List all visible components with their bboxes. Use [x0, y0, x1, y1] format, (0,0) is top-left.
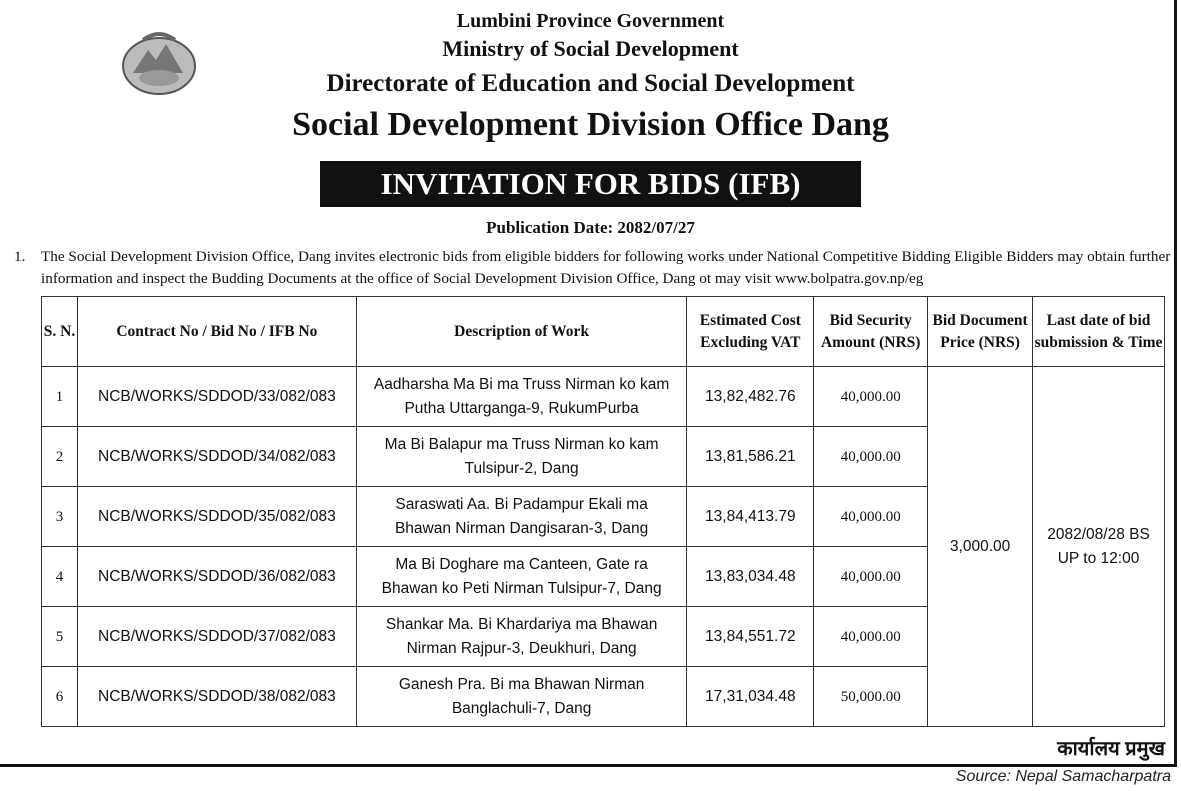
cell-sn: 3: [42, 487, 78, 547]
cell-sn: 4: [42, 547, 78, 607]
cell-cost: 13,81,586.21: [687, 427, 814, 487]
cell-last-date: [1033, 367, 1165, 727]
ifb-banner: INVITATION FOR BIDS (IFB): [320, 161, 861, 207]
cell-sn: 1: [42, 367, 78, 427]
header-ministry: Ministry of Social Development: [442, 36, 739, 61]
header-sn: S. N.: [42, 297, 78, 367]
cell-description: Aadharsha Ma Bi ma Truss Nirman ko kam Putha Uttarganga-9, RukumPurba: [356, 367, 687, 427]
header-description: Description of Work: [356, 297, 687, 367]
header-directorate: Directorate of Education and Social Development: [326, 70, 855, 97]
cell-sn: 6: [42, 667, 78, 727]
cell-description: Shankar Ma. Bi Khardariya ma Bhawan Nirman Rajpur-3, Deukhuri, Dang: [356, 607, 687, 667]
header-office: Social Development Division Office Dang: [292, 106, 889, 143]
cell-security: 40,000.00: [814, 547, 928, 607]
intro-paragraph: [14, 246, 1174, 290]
cell-contract: NCB/WORKS/SDDOD/34/082/083: [77, 427, 356, 487]
cell-cost: 17,31,034.48: [687, 667, 814, 727]
header-doc-price: Bid Document Price (NRS): [928, 297, 1033, 367]
cell-description: Ganesh Pra. Bi ma Bhawan Nirman Banglachuli-7, Dang: [356, 667, 687, 727]
header-security: Bid Security Amount (NRS): [814, 297, 928, 367]
header-last-date: Last date of bid submission & Time: [1033, 297, 1165, 367]
cell-doc-price: 3,000.00: [928, 367, 1033, 727]
cell-cost: 13,82,482.76: [687, 367, 814, 427]
cell-contract: NCB/WORKS/SDDOD/35/082/083: [77, 487, 356, 547]
cell-security: 40,000.00: [814, 487, 928, 547]
cell-contract: NCB/WORKS/SDDOD/33/082/083: [77, 367, 356, 427]
cell-sn: 5: [42, 607, 78, 667]
last-date: 2082/08/28 BS: [1047, 525, 1150, 543]
header-province: Lumbini Province Government: [456, 10, 725, 32]
cell-description: Saraswati Aa. Bi Padampur Ekali ma Bhawan Nirman Dangisaran-3, Dang: [356, 487, 687, 547]
cell-cost: 13,84,551.72: [687, 607, 814, 667]
header-contract: Contract No / Bid No / IFB No: [77, 297, 356, 367]
source-credit: Source: Nepal Samacharpatra: [955, 768, 1171, 785]
cell-sn: 2: [42, 427, 78, 487]
table-header-row: [42, 297, 1165, 367]
cell-description: Ma Bi Doghare ma Canteen, Gate ra Bhawan ko Peti Nirman Tulsipur-7, Dang: [356, 547, 687, 607]
cell-contract: NCB/WORKS/SDDOD/38/082/083: [77, 667, 356, 727]
cell-security: 50,000.00: [814, 667, 928, 727]
publication-date: Publication Date: 2082/07/27: [486, 218, 695, 237]
cell-security: 40,000.00: [814, 607, 928, 667]
cell-security: 40,000.00: [814, 367, 928, 427]
bids-table: [41, 296, 1165, 727]
paragraph-number: 1.: [14, 248, 26, 265]
cell-cost: 13,84,413.79: [687, 487, 814, 547]
cell-contract: NCB/WORKS/SDDOD/37/082/083: [77, 607, 356, 667]
cell-security: 40,000.00: [814, 427, 928, 487]
cell-cost: 13,83,034.48: [687, 547, 814, 607]
signature-office-chief: कार्यालय प्रमुख: [1057, 738, 1165, 760]
cell-contract: NCB/WORKS/SDDOD/36/082/083: [77, 547, 356, 607]
paragraph-text: The Social Development Division Office, Dang invites electronic bids from eligible bidders for following works under National Competitive Bidding Eligible Bidders may obtain further information and inspect the Budding Documents at the office of Social Development Division Office, Dang ot may visit www.bolpatra.gov.np/eg: [41, 248, 1171, 287]
header-cost: Estimated Cost Excluding VAT: [687, 297, 814, 367]
table-row: [42, 367, 1165, 427]
cell-description: Ma Bi Balapur ma Truss Nirman ko kam Tulsipur-2, Dang: [356, 427, 687, 487]
last-time: UP to 12:00: [1057, 549, 1140, 567]
